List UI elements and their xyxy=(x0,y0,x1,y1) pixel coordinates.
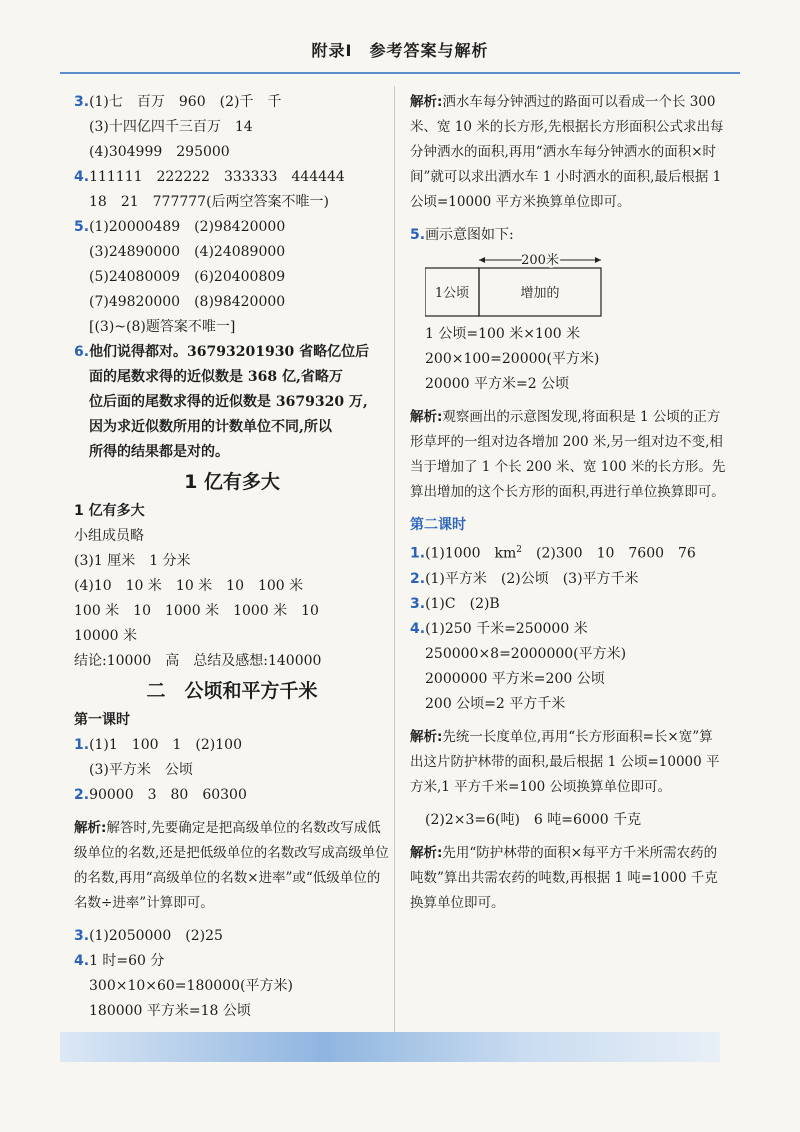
answer-4-line-2: 18 21 777777(后两空答案不唯一) xyxy=(89,194,329,210)
section-1-line: 小组成员略 xyxy=(74,528,144,544)
column-divider xyxy=(394,86,395,1036)
s2-answer-4-line-2: 300×10×60=180000(平方米) xyxy=(89,978,293,994)
right-column xyxy=(410,90,726,916)
answer-5-line-1: 5.(1)20000489 (2)98420000 xyxy=(74,219,286,235)
answer-6-line-3: 位后面的尾数求得的近似数是 3679320 万, xyxy=(89,394,368,410)
r-answer-5-calc: 20000 平方米=2 公顷 xyxy=(425,376,570,392)
r2-answer-2: 2.(1)平方米 (2)公顷 (3)平方千米 xyxy=(410,570,639,587)
r-answer-5-line-1: 5.画示意图如下: xyxy=(410,227,514,243)
r-answer-5-calc: 1 公顷=100 米×100 米 xyxy=(425,326,581,342)
section-title-2: 二 公顷和平方千米 xyxy=(146,680,318,702)
explanation-2: 解析:洒水车每分钟洒过的路面可以看成一个长 300 米、宽 10 米的长方形,先根据长方形面积公式求出每分钟洒水的面积,再用“洒水车每分钟洒水的面积×时间”就可以求出洒水车 1 小时洒水的面积,最后根据 1 公顷=10000 平方米换算单位即可。 xyxy=(410,94,724,210)
dimension-label: 200米 xyxy=(521,253,559,268)
s2-answer-3-line-1: 3.(1)2050000 (2)25 xyxy=(74,928,223,944)
dimension-arrow-left xyxy=(479,257,485,263)
section-1-line: 10000 米 xyxy=(74,628,137,644)
r-answer-5-calc: 200×100=20000(平方米) xyxy=(425,351,600,367)
r2-answer-3: 3.(1)C (2)B xyxy=(410,595,500,612)
header-rule xyxy=(60,72,740,74)
added-label: 增加的 xyxy=(520,286,560,301)
footer-decoration xyxy=(60,1032,720,1062)
section-1-line: (4)10 10 米 10 米 10 100 米 xyxy=(74,578,304,594)
answer-5-line-2: (3)24890000 (4)24089000 xyxy=(89,244,286,260)
dimension-arrow-right xyxy=(595,257,601,263)
section-title-1: 1 亿有多大 xyxy=(184,471,280,493)
explanation-5: 解析:先用“防护林带的面积×每平方千米所需农药的吨数”算出共需农药的吨数,再根据 1 吨=1000 千克换算单位即可。 xyxy=(410,844,718,911)
s2-answer-4-line-1: 4.1 时=60 分 xyxy=(74,953,165,969)
r2-answer-4-line-2: 250000×8=2000000(平方米) xyxy=(425,645,627,662)
left-column xyxy=(74,90,390,1024)
r2-answer-1: 1.(1)1000 $km^2$ (2)300 10 7600 76 xyxy=(410,545,696,562)
answer-3-line-2: (3)十四亿四千三百万 14 xyxy=(89,119,253,135)
answer-6-line-5: 所得的结果都是对的。 xyxy=(89,444,229,460)
section-1-line: 结论:10000 高 总结及感想:140000 xyxy=(74,653,322,669)
answer-6-line-4: 因为求近似数所用的计数单位不同,所以 xyxy=(89,419,332,435)
answer-5-line-4: (7)49820000 (8)98420000 xyxy=(89,294,286,310)
answer-6-line-1: 6.他们说得都对。36793201930 省略亿位后 xyxy=(74,344,370,360)
page-header: 附录Ⅰ 参考答案与解析 xyxy=(311,41,489,60)
section-1-line: 100 米 10 1000 米 1000 米 10 xyxy=(74,603,319,619)
r2-answer-4-line-3: 2000000 平方米=200 公顷 xyxy=(425,670,605,687)
answer-5-line-5: [(3)~(8)题答案不唯一] xyxy=(89,319,236,335)
r2-answer-4-part-2: (2)2×3=6(吨) 6 吨=6000 千克 xyxy=(425,811,642,828)
answer-5-line-3: (5)24080009 (6)20400809 xyxy=(89,269,286,285)
s2-answer-4-line-3: 180000 平方米=18 公顷 xyxy=(89,1003,251,1019)
s2-answer-2-line-1: 2.90000 3 80 60300 xyxy=(74,787,247,803)
answer-6-line-2: 面的尾数求得的近似数是 368 亿,省略万 xyxy=(89,369,343,385)
section-1-line: (3)1 厘米 1 分米 xyxy=(74,553,191,569)
answer-3-line-3: (4)304999 295000 xyxy=(89,144,230,160)
r2-answer-4-line-4: 200 公顷=2 平方千米 xyxy=(425,695,566,712)
lesson-2-title: 第二课时 xyxy=(410,517,466,533)
s2-answer-1-line-1: 1.(1)1 100 1 (2)100 xyxy=(74,737,242,753)
s2-answer-1-line-2: (3)平方米 公顷 xyxy=(89,762,193,778)
explanation-4: 解析:先统一长度单位,再用“长方形面积=长×宽”算出这片防护林带的面积,最后根据 1 公顷=10000 平方米,1 平方千米=100 公顷换算单位即可。 xyxy=(410,728,720,795)
answer-4-line-1: 4.111111 222222 333333 444444 xyxy=(74,169,345,185)
explanation-3: 解析:观察画出的示意图发现,将面积是 1 公顷的正方形草坪的一组对边各增加 200 米,另一组对边不变,相当于增加了 1 个长 200 米、宽 100 米的长方形。先算出增加的这个长方形的面积,再进行单位换算即可。 xyxy=(410,409,726,500)
square-label: 1公顷 xyxy=(434,286,470,301)
area-diagram xyxy=(425,252,605,318)
explanation-1: 解析:解答时,先要确定是把高级单位的名数改写成低级单位的名数,还是把低级单位的名数改写成高级单位的名数,再用“高级单位的名数×进率”或“低级单位的名数÷进率”计算即可。 xyxy=(74,820,389,911)
area-diagram-svg xyxy=(425,252,605,318)
r2-answer-4-line-1: 4.(1)250 千米=250000 米 xyxy=(410,620,588,637)
lesson-1-title: 第一课时 xyxy=(74,712,130,728)
answer-3-line-1: 3.(1)七 百万 960 (2)千 千 xyxy=(74,94,282,110)
section-1-subtitle: 1 亿有多大 xyxy=(74,503,145,519)
